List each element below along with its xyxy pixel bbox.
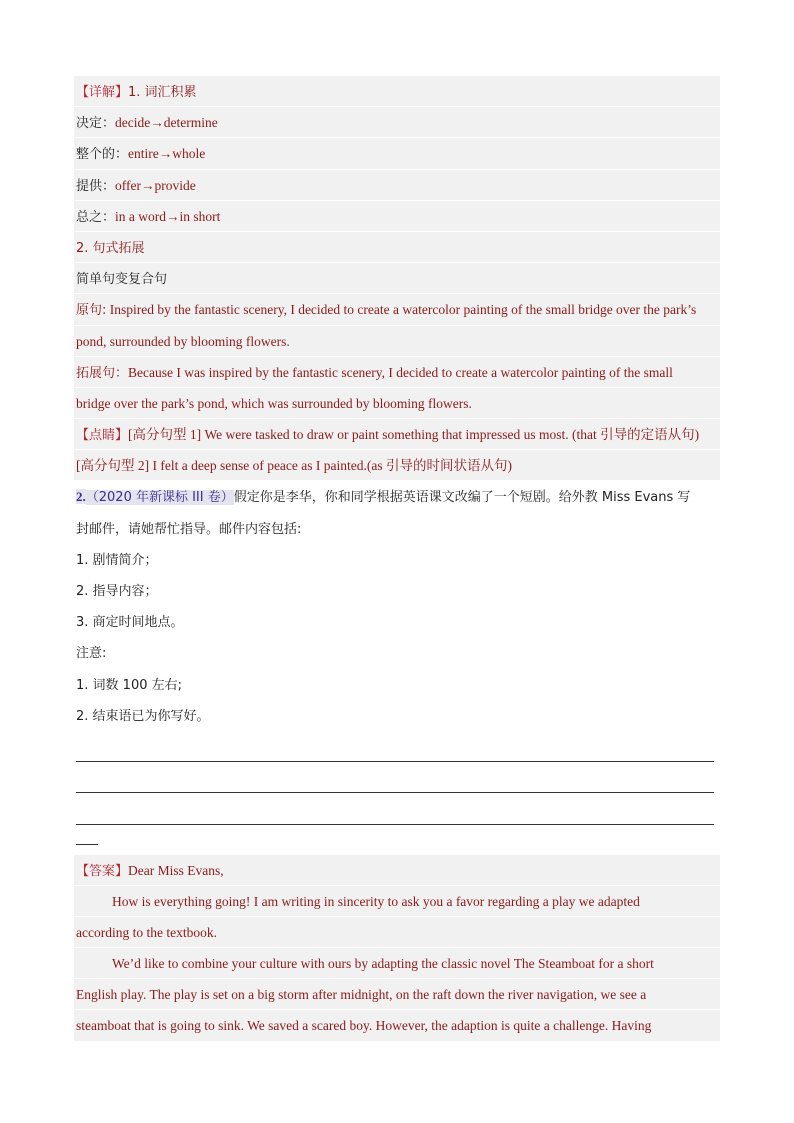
extended-sentence-line: 拓展句：Because I was inspired by the fantastic scenery, I decided to create a watercolor painting of the small <box>74 357 720 388</box>
question-prompt-line: 2.（2020 年新课标 III 卷）假定你是李华，你和同学根据英语课文改编了一个短剧。给外教 Miss Evans 写 <box>74 481 720 512</box>
answer-paragraph-line: steamboat that is going to sink. We saved a scared boy. However, the adaption is quite a challenge. Having <box>74 1010 720 1041</box>
vocab-item: 总之：in a word→in short <box>74 201 720 232</box>
question-block <box>74 481 720 844</box>
note-label: 注意: <box>74 637 720 668</box>
original-sentence-line: pond, surrounded by blooming flowers. <box>74 326 720 357</box>
note-item: 2. 结束语已为你写好。 <box>74 700 720 731</box>
question-item: 2. 指导内容； <box>74 575 720 606</box>
answer-tag: 【答案】 <box>76 863 129 879</box>
answer-writing-line[interactable] <box>76 762 714 793</box>
extended-sentence-line: bridge over the park’s pond, which was surrounded by blooming flowers. <box>74 388 720 419</box>
vocab-item: 整个的：entire→whole <box>74 138 720 169</box>
note-item: 1. 词数 100 左右; <box>74 669 720 700</box>
key-point-tag: 【点睛】 <box>76 428 129 444</box>
original-label: 原句: <box>76 303 107 319</box>
explanation-block <box>74 76 720 481</box>
explanation-heading-text: 1. 词汇积累 <box>128 85 197 100</box>
answer-writing-line[interactable] <box>76 731 714 762</box>
original-sentence-line: 原句: Inspired by the fantastic scenery, I decided to create a watercolor painting of the small bridge over the park’s <box>74 294 720 325</box>
key-point-line: [高分句型 2] I felt a deep sense of peace as I painted.(as 引导的时间状语从句) <box>74 450 720 481</box>
key-point-line: 【点睛】[高分句型 1] We were tasked to draw or paint something that impressed us most. (that 引导的定语从句) <box>74 419 720 450</box>
answer-paragraph-line: English play. The play is set on a big storm after midnight, on the raft down the river navigation, we see a <box>74 979 720 1010</box>
question-source: （2020 年新课标 III 卷） <box>85 490 234 506</box>
document-page <box>74 76 720 1042</box>
answer-paragraph-line: according to the textbook. <box>74 917 720 948</box>
answer-writing-line[interactable] <box>76 793 714 824</box>
explanation-heading <box>74 76 720 107</box>
extended-label: 拓展句： <box>76 365 129 381</box>
question-item: 1. 剧情简介； <box>74 544 720 575</box>
vocab-item: 决定：decide→determine <box>74 107 720 138</box>
sentence-section-heading: 2. 句式拓展 <box>74 232 720 263</box>
answer-block <box>74 855 720 1042</box>
question-prompt-line: 封邮件，请她帮忙指导。邮件内容包括: <box>74 513 720 544</box>
answer-writing-line-short[interactable] <box>76 825 98 845</box>
question-item: 3. 商定时间地点。 <box>74 606 720 637</box>
sentence-section-subheading: 简单句变复合句 <box>74 263 720 294</box>
answer-greeting-line: 【答案】Dear Miss Evans, <box>74 855 720 886</box>
question-number: 2. <box>76 489 86 505</box>
vocab-item: 提供：offer→provide <box>74 170 720 201</box>
answer-paragraph-line: We’d like to combine your culture with ours by adapting the classic novel The Steamboat for a short <box>74 948 720 979</box>
answer-paragraph-line: How is everything going! I am writing in sincerity to ask you a favor regarding a play we adapted <box>74 886 720 917</box>
explanation-tag: 【详解】 <box>76 85 129 100</box>
